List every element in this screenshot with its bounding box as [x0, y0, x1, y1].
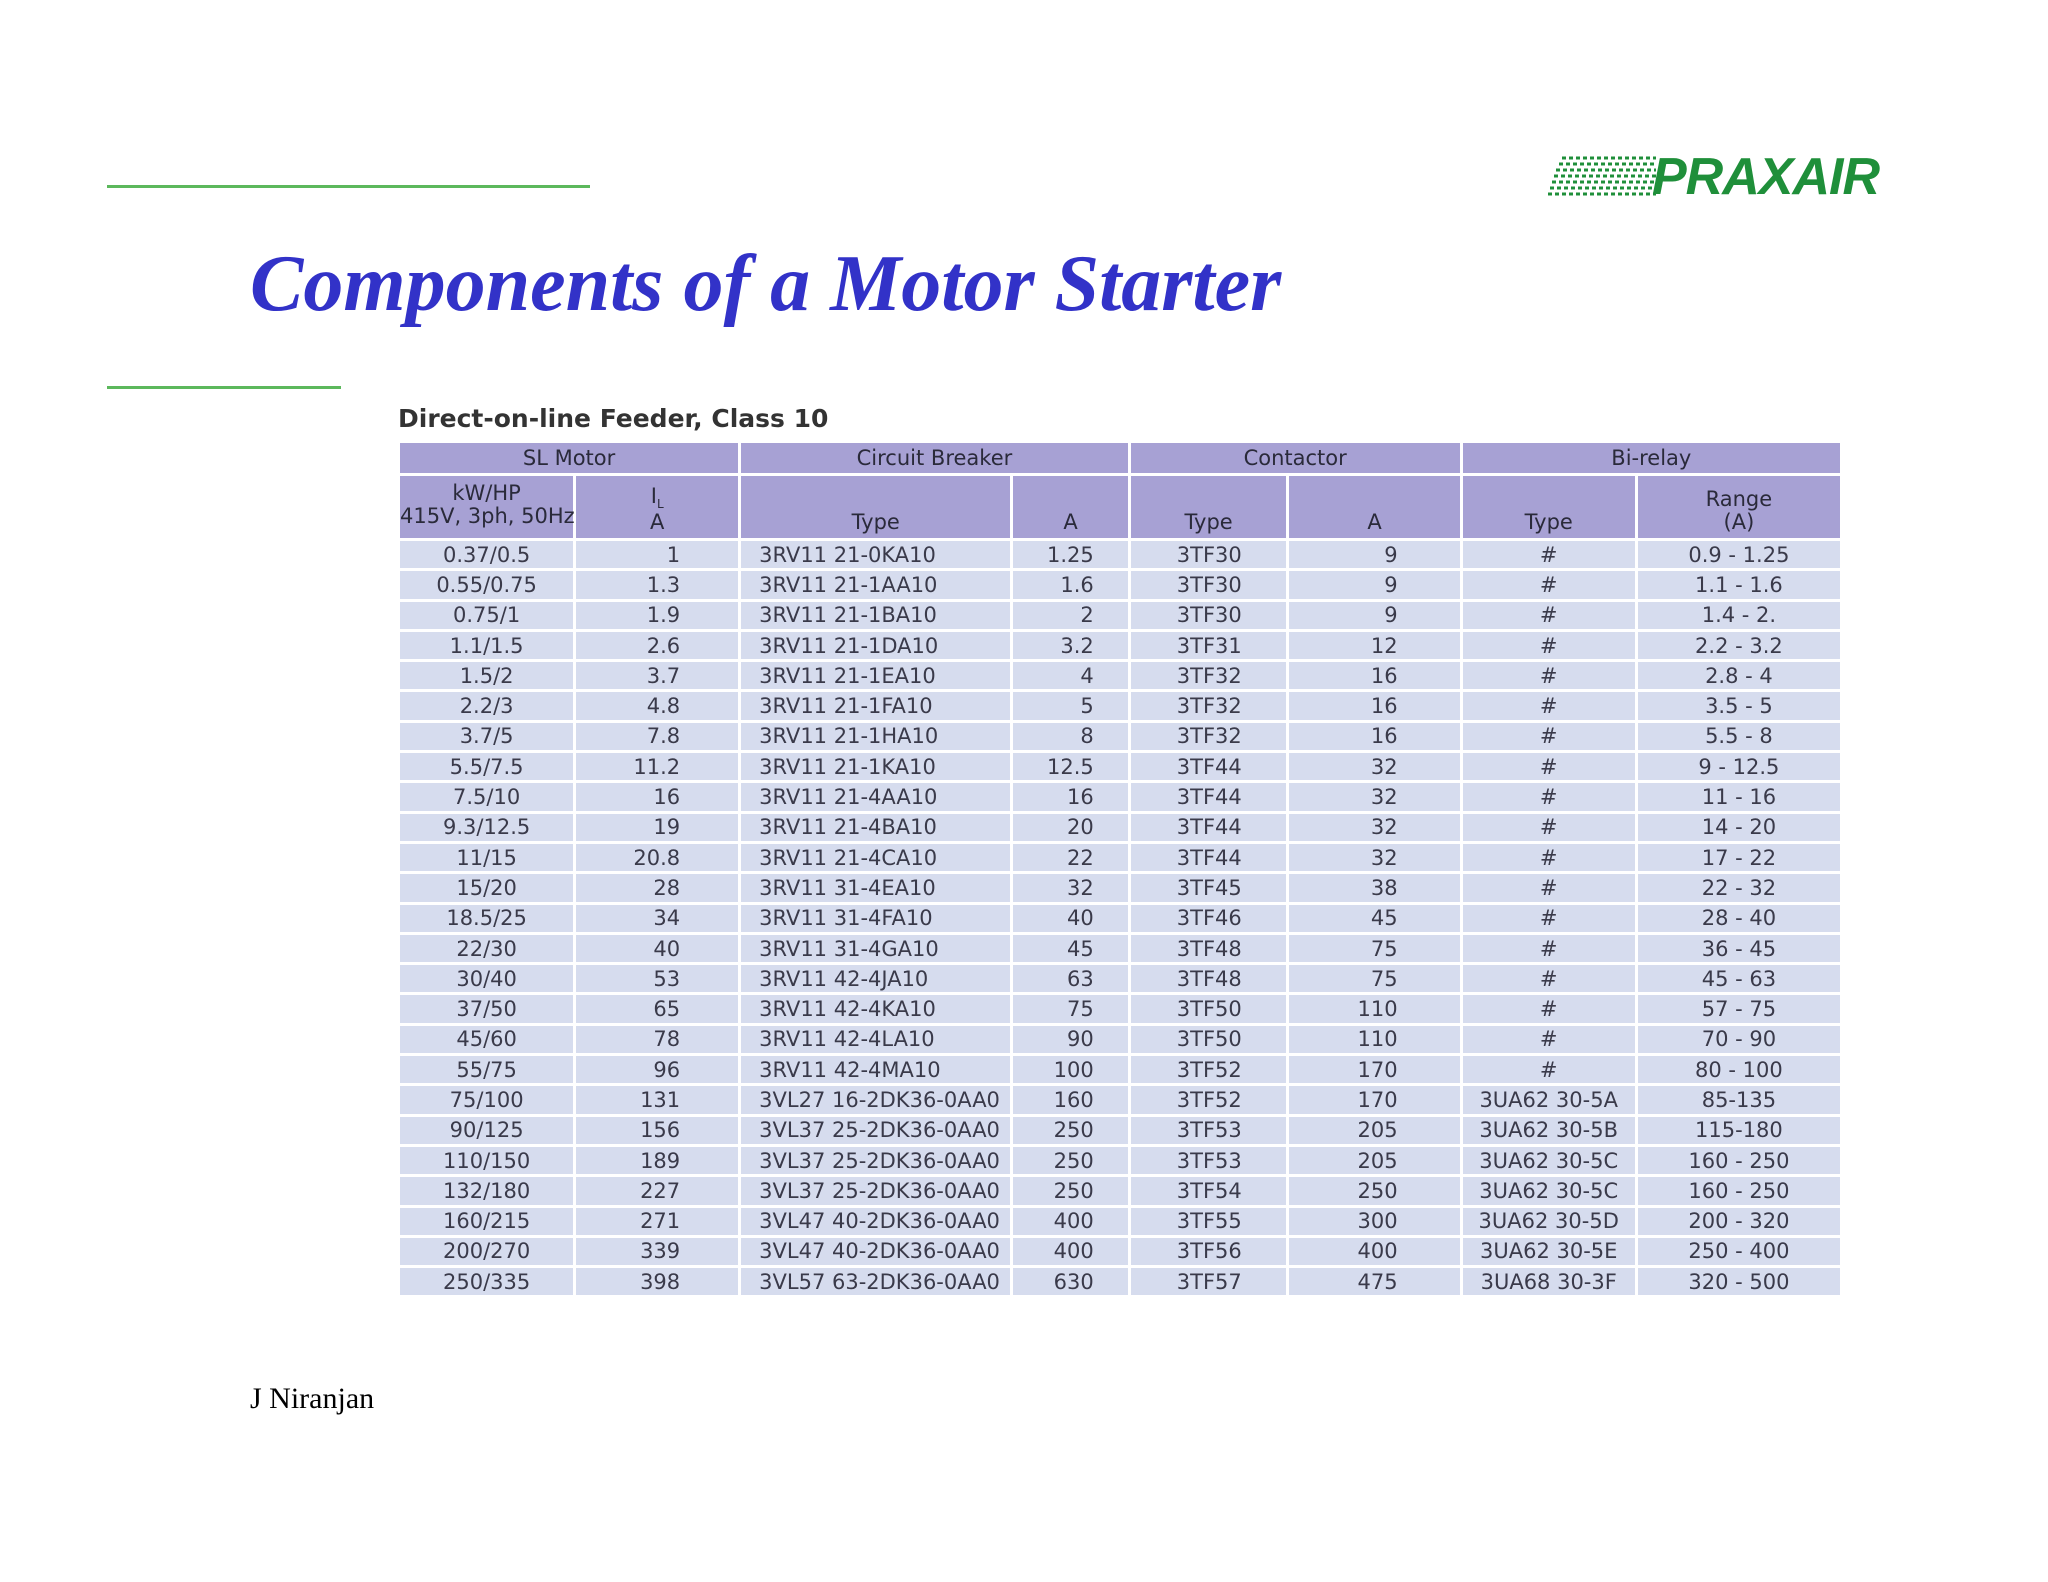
- cell-contactor-amps: 300: [1288, 1206, 1461, 1236]
- cell-cb-amps: 3.2: [1012, 630, 1130, 660]
- cell-relay-type: 3UA62 30-5E: [1461, 1236, 1636, 1266]
- cell-current: 78: [575, 1024, 740, 1054]
- cell-relay-range: 17 - 22: [1636, 842, 1841, 872]
- cell-relay-range: 22 - 32: [1636, 873, 1841, 903]
- cell-kw-hp: 7.5/10: [399, 782, 575, 812]
- cell-cb-amps: 2: [1012, 600, 1130, 630]
- table-row: [399, 691, 1842, 721]
- cell-relay-range: 160 - 250: [1636, 1145, 1841, 1175]
- col-header-current-symbol: I: [650, 483, 657, 508]
- cell-current: 7.8: [575, 721, 740, 751]
- cell-contactor-type: 3TF30: [1129, 600, 1288, 630]
- table-row: [399, 1176, 1842, 1206]
- cell-cb-type: 3RV11 31-4EA10: [740, 873, 1012, 903]
- cell-relay-type: #: [1461, 540, 1636, 570]
- cell-cb-amps: 90: [1012, 1024, 1130, 1054]
- cell-current: 156: [575, 1115, 740, 1145]
- cell-kw-hp: 200/270: [399, 1236, 575, 1266]
- cell-cb-amps: 45: [1012, 933, 1130, 963]
- cell-kw-hp: 90/125: [399, 1115, 575, 1145]
- cell-cb-type: 3RV11 21-1HA10: [740, 721, 1012, 751]
- cell-cb-type: 3RV11 21-1BA10: [740, 600, 1012, 630]
- cell-relay-type: #: [1461, 933, 1636, 963]
- cell-contactor-type: 3TF32: [1129, 721, 1288, 751]
- cell-relay-range: 2.8 - 4: [1636, 661, 1841, 691]
- table-row: [399, 964, 1842, 994]
- cell-contactor-type: 3TF52: [1129, 1055, 1288, 1085]
- cell-kw-hp: 30/40: [399, 964, 575, 994]
- group-header-bi-relay: Bi-relay: [1461, 442, 1841, 475]
- cell-contactor-amps: 9: [1288, 600, 1461, 630]
- cell-relay-type: #: [1461, 782, 1636, 812]
- cell-contactor-amps: 12: [1288, 630, 1461, 660]
- cell-current: 53: [575, 964, 740, 994]
- cell-cb-amps: 1.25: [1012, 540, 1130, 570]
- table-row: [399, 994, 1842, 1024]
- cell-cb-amps: 100: [1012, 1055, 1130, 1085]
- cell-current: 339: [575, 1236, 740, 1266]
- cell-relay-type: 3UA68 30-3F: [1461, 1267, 1636, 1297]
- cell-kw-hp: 22/30: [399, 933, 575, 963]
- col-header-kw-hp-sub: 415V, 3ph, 50Hz: [400, 504, 575, 528]
- cell-kw-hp: 15/20: [399, 873, 575, 903]
- table-row: [399, 1085, 1842, 1115]
- cell-kw-hp: 3.7/5: [399, 721, 575, 751]
- cell-relay-type: #: [1461, 994, 1636, 1024]
- cell-contactor-type: 3TF50: [1129, 1024, 1288, 1054]
- cell-contactor-type: 3TF57: [1129, 1267, 1288, 1297]
- table-row: [399, 1055, 1842, 1085]
- cell-contactor-type: 3TF44: [1129, 812, 1288, 842]
- cell-contactor-amps: 16: [1288, 721, 1461, 751]
- cell-contactor-amps: 205: [1288, 1145, 1461, 1175]
- cell-cb-amps: 63: [1012, 964, 1130, 994]
- cell-relay-range: 1.4 - 2.: [1636, 600, 1841, 630]
- cell-current: 19: [575, 812, 740, 842]
- cell-relay-type: 3UA62 30-5C: [1461, 1145, 1636, 1175]
- author-footer: J Niranjan: [250, 1382, 375, 1415]
- cell-relay-range: 5.5 - 8: [1636, 721, 1841, 751]
- table-row: [399, 540, 1842, 570]
- cell-cb-type: 3RV11 42-4JA10: [740, 964, 1012, 994]
- table-row: [399, 903, 1842, 933]
- cell-cb-amps: 75: [1012, 994, 1130, 1024]
- logo-stripes-icon: [1548, 154, 1658, 200]
- table-caption: Direct-on-line Feeder, Class 10: [398, 404, 829, 433]
- cell-cb-amps: 20: [1012, 812, 1130, 842]
- cell-cb-amps: 400: [1012, 1236, 1130, 1266]
- cell-current: 11.2: [575, 752, 740, 782]
- cell-cb-type: 3RV11 42-4MA10: [740, 1055, 1012, 1085]
- table-row: [399, 812, 1842, 842]
- cell-relay-range: 9 - 12.5: [1636, 752, 1841, 782]
- col-header-current-unit: A: [650, 509, 665, 534]
- cell-cb-type: 3VL37 25-2DK36-0AA0: [740, 1145, 1012, 1175]
- cell-kw-hp: 75/100: [399, 1085, 575, 1115]
- motor-starter-table: [397, 440, 1843, 1298]
- cell-contactor-amps: 32: [1288, 752, 1461, 782]
- cell-cb-type: 3RV11 21-4AA10: [740, 782, 1012, 812]
- cell-cb-amps: 4: [1012, 661, 1130, 691]
- cell-current: 189: [575, 1145, 740, 1175]
- table-row: [399, 1145, 1842, 1175]
- table-row: [399, 933, 1842, 963]
- cell-kw-hp: 110/150: [399, 1145, 575, 1175]
- cell-cb-type: 3VL37 25-2DK36-0AA0: [740, 1115, 1012, 1145]
- cell-contactor-amps: 9: [1288, 540, 1461, 570]
- praxair-logo: [1548, 150, 1888, 204]
- cell-relay-type: #: [1461, 1024, 1636, 1054]
- cell-relay-range: 250 - 400: [1636, 1236, 1841, 1266]
- cell-cb-amps: 22: [1012, 842, 1130, 872]
- col-header-relay-type: Type: [1461, 475, 1636, 540]
- cell-cb-type: 3VL27 16-2DK36-0AA0: [740, 1085, 1012, 1115]
- cell-kw-hp: 1.1/1.5: [399, 630, 575, 660]
- group-header-circuit-breaker: Circuit Breaker: [740, 442, 1130, 475]
- cell-relay-range: 0.9 - 1.25: [1636, 540, 1841, 570]
- cell-relay-type: 3UA62 30-5A: [1461, 1085, 1636, 1115]
- cell-kw-hp: 9.3/12.5: [399, 812, 575, 842]
- table-row: [399, 661, 1842, 691]
- cell-cb-type: 3VL37 25-2DK36-0AA0: [740, 1176, 1012, 1206]
- cell-cb-type: 3RV11 21-0KA10: [740, 540, 1012, 570]
- cell-contactor-type: 3TF48: [1129, 933, 1288, 963]
- cell-contactor-amps: 9: [1288, 570, 1461, 600]
- cell-contactor-type: 3TF50: [1129, 994, 1288, 1024]
- cell-kw-hp: 132/180: [399, 1176, 575, 1206]
- cell-current: 131: [575, 1085, 740, 1115]
- cell-current: 40: [575, 933, 740, 963]
- group-header-contactor: Contactor: [1129, 442, 1461, 475]
- cell-relay-type: 3UA62 30-5C: [1461, 1176, 1636, 1206]
- cell-kw-hp: 250/335: [399, 1267, 575, 1297]
- top-divider-line: [107, 185, 590, 188]
- cell-relay-range: 14 - 20: [1636, 812, 1841, 842]
- cell-relay-range: 11 - 16: [1636, 782, 1841, 812]
- cell-relay-type: #: [1461, 691, 1636, 721]
- cell-cb-type: 3RV11 42-4KA10: [740, 994, 1012, 1024]
- table-row: [399, 1267, 1842, 1297]
- cell-relay-range: 28 - 40: [1636, 903, 1841, 933]
- logo-text: PRAXAIR: [1652, 148, 1880, 206]
- cell-cb-amps: 32: [1012, 873, 1130, 903]
- cell-relay-type: 3UA62 30-5B: [1461, 1115, 1636, 1145]
- cell-contactor-amps: 32: [1288, 782, 1461, 812]
- cell-cb-amps: 8: [1012, 721, 1130, 751]
- cell-current: 1.9: [575, 600, 740, 630]
- cell-relay-type: #: [1461, 752, 1636, 782]
- cell-cb-type: 3VL57 63-2DK36-0AA0: [740, 1267, 1012, 1297]
- cell-relay-range: 36 - 45: [1636, 933, 1841, 963]
- cell-current: 398: [575, 1267, 740, 1297]
- cell-kw-hp: 2.2/3: [399, 691, 575, 721]
- cell-contactor-type: 3TF31: [1129, 630, 1288, 660]
- cell-contactor-amps: 110: [1288, 1024, 1461, 1054]
- cell-kw-hp: 37/50: [399, 994, 575, 1024]
- table-row: [399, 842, 1842, 872]
- cell-current: 271: [575, 1206, 740, 1236]
- cell-relay-range: 85-135: [1636, 1085, 1841, 1115]
- cell-current: 1: [575, 540, 740, 570]
- cell-cb-amps: 250: [1012, 1145, 1130, 1175]
- cell-current: 2.6: [575, 630, 740, 660]
- cell-contactor-amps: 400: [1288, 1236, 1461, 1266]
- table-row: [399, 1236, 1842, 1266]
- group-header-sl-motor: SL Motor: [399, 442, 740, 475]
- col-header-kw-hp-label: kW/HP: [452, 480, 521, 505]
- cell-contactor-amps: 32: [1288, 812, 1461, 842]
- col-header-cb-type: Type: [740, 475, 1012, 540]
- cell-cb-amps: 5: [1012, 691, 1130, 721]
- page-title: Components of a Motor Starter: [250, 240, 1282, 328]
- col-header-contactor-amps: A: [1288, 475, 1461, 540]
- cell-cb-type: 3VL47 40-2DK36-0AA0: [740, 1206, 1012, 1236]
- cell-cb-amps: 160: [1012, 1085, 1130, 1115]
- cell-relay-range: 2.2 - 3.2: [1636, 630, 1841, 660]
- cell-contactor-amps: 110: [1288, 994, 1461, 1024]
- col-header-current-subscript: L: [656, 496, 664, 511]
- col-header-contactor-type: Type: [1129, 475, 1288, 540]
- table-row: [399, 1024, 1842, 1054]
- cell-cb-type: 3RV11 31-4FA10: [740, 903, 1012, 933]
- table-row: [399, 630, 1842, 660]
- cell-current: 4.8: [575, 691, 740, 721]
- cell-kw-hp: 0.75/1: [399, 600, 575, 630]
- col-header-relay-range-label: Range: [1705, 486, 1773, 511]
- cell-kw-hp: 11/15: [399, 842, 575, 872]
- cell-relay-range: 320 - 500: [1636, 1267, 1841, 1297]
- cell-contactor-amps: 16: [1288, 691, 1461, 721]
- cell-kw-hp: 160/215: [399, 1206, 575, 1236]
- cell-contactor-amps: 75: [1288, 933, 1461, 963]
- cell-contactor-amps: 475: [1288, 1267, 1461, 1297]
- cell-contactor-amps: 38: [1288, 873, 1461, 903]
- cell-relay-type: #: [1461, 812, 1636, 842]
- table-row: [399, 873, 1842, 903]
- cell-kw-hp: 0.55/0.75: [399, 570, 575, 600]
- cell-cb-type: 3RV11 21-4CA10: [740, 842, 1012, 872]
- cell-cb-amps: 16: [1012, 782, 1130, 812]
- cell-kw-hp: 0.37/0.5: [399, 540, 575, 570]
- cell-relay-type: 3UA62 30-5D: [1461, 1206, 1636, 1236]
- cell-relay-range: 45 - 63: [1636, 964, 1841, 994]
- table-row: [399, 570, 1842, 600]
- cell-relay-range: 3.5 - 5: [1636, 691, 1841, 721]
- cell-cb-type: 3RV11 21-1EA10: [740, 661, 1012, 691]
- cell-current: 1.3: [575, 570, 740, 600]
- cell-cb-type: 3RV11 21-1DA10: [740, 630, 1012, 660]
- cell-contactor-type: 3TF54: [1129, 1176, 1288, 1206]
- cell-contactor-type: 3TF55: [1129, 1206, 1288, 1236]
- cell-current: 28: [575, 873, 740, 903]
- cell-kw-hp: 45/60: [399, 1024, 575, 1054]
- cell-relay-type: #: [1461, 903, 1636, 933]
- cell-contactor-type: 3TF53: [1129, 1145, 1288, 1175]
- cell-contactor-amps: 75: [1288, 964, 1461, 994]
- cell-relay-range: 200 - 320: [1636, 1206, 1841, 1236]
- col-header-relay-range-unit: (A): [1723, 509, 1755, 534]
- cell-current: 3.7: [575, 661, 740, 691]
- cell-relay-type: #: [1461, 630, 1636, 660]
- cell-contactor-type: 3TF45: [1129, 873, 1288, 903]
- cell-contactor-amps: 250: [1288, 1176, 1461, 1206]
- table-row: [399, 600, 1842, 630]
- cell-contactor-type: 3TF48: [1129, 964, 1288, 994]
- cell-contactor-type: 3TF30: [1129, 540, 1288, 570]
- col-header-relay-range: [1636, 475, 1841, 540]
- cell-relay-range: 115-180: [1636, 1115, 1841, 1145]
- cell-contactor-type: 3TF44: [1129, 782, 1288, 812]
- cell-relay-type: #: [1461, 873, 1636, 903]
- cell-cb-amps: 630: [1012, 1267, 1130, 1297]
- col-header-kw-hp: [399, 475, 575, 540]
- cell-contactor-amps: 32: [1288, 842, 1461, 872]
- col-header-current: [575, 475, 740, 540]
- cell-cb-amps: 400: [1012, 1206, 1130, 1236]
- cell-relay-type: #: [1461, 1055, 1636, 1085]
- table-row: [399, 782, 1842, 812]
- cell-cb-amps: 40: [1012, 903, 1130, 933]
- cell-relay-type: #: [1461, 721, 1636, 751]
- table-row: [399, 1115, 1842, 1145]
- cell-relay-range: 1.1 - 1.6: [1636, 570, 1841, 600]
- cell-relay-type: #: [1461, 570, 1636, 600]
- cell-cb-amps: 250: [1012, 1176, 1130, 1206]
- col-header-cb-amps: A: [1012, 475, 1130, 540]
- cell-contactor-type: 3TF53: [1129, 1115, 1288, 1145]
- cell-contactor-amps: 205: [1288, 1115, 1461, 1145]
- table-row: [399, 721, 1842, 751]
- cell-cb-type: 3RV11 21-1FA10: [740, 691, 1012, 721]
- cell-cb-amps: 250: [1012, 1115, 1130, 1145]
- cell-cb-type: 3RV11 21-1AA10: [740, 570, 1012, 600]
- cell-cb-type: 3RV11 21-4BA10: [740, 812, 1012, 842]
- table-row: [399, 1206, 1842, 1236]
- cell-cb-amps: 12.5: [1012, 752, 1130, 782]
- cell-relay-type: #: [1461, 964, 1636, 994]
- cell-contactor-amps: 170: [1288, 1055, 1461, 1085]
- cell-contactor-type: 3TF52: [1129, 1085, 1288, 1115]
- cell-contactor-amps: 45: [1288, 903, 1461, 933]
- cell-contactor-type: 3TF44: [1129, 752, 1288, 782]
- cell-cb-type: 3RV11 42-4LA10: [740, 1024, 1012, 1054]
- cell-cb-type: 3VL47 40-2DK36-0AA0: [740, 1236, 1012, 1266]
- cell-relay-type: #: [1461, 600, 1636, 630]
- cell-contactor-type: 3TF56: [1129, 1236, 1288, 1266]
- cell-cb-amps: 1.6: [1012, 570, 1130, 600]
- cell-relay-range: 57 - 75: [1636, 994, 1841, 1024]
- cell-relay-range: 80 - 100: [1636, 1055, 1841, 1085]
- cell-kw-hp: 55/75: [399, 1055, 575, 1085]
- cell-kw-hp: 5.5/7.5: [399, 752, 575, 782]
- cell-contactor-amps: 16: [1288, 661, 1461, 691]
- cell-current: 96: [575, 1055, 740, 1085]
- cell-current: 34: [575, 903, 740, 933]
- cell-cb-type: 3RV11 21-1KA10: [740, 752, 1012, 782]
- cell-relay-type: #: [1461, 842, 1636, 872]
- table-body: [399, 540, 1842, 1297]
- cell-contactor-type: 3TF32: [1129, 691, 1288, 721]
- table-row: [399, 752, 1842, 782]
- cell-relay-type: #: [1461, 661, 1636, 691]
- cell-contactor-type: 3TF30: [1129, 570, 1288, 600]
- cell-current: 65: [575, 994, 740, 1024]
- mid-divider-line: [107, 386, 341, 389]
- cell-relay-range: 160 - 250: [1636, 1176, 1841, 1206]
- cell-contactor-amps: 170: [1288, 1085, 1461, 1115]
- cell-cb-type: 3RV11 31-4GA10: [740, 933, 1012, 963]
- cell-current: 20.8: [575, 842, 740, 872]
- cell-kw-hp: 18.5/25: [399, 903, 575, 933]
- cell-contactor-type: 3TF46: [1129, 903, 1288, 933]
- cell-kw-hp: 1.5/2: [399, 661, 575, 691]
- cell-relay-range: 70 - 90: [1636, 1024, 1841, 1054]
- cell-contactor-type: 3TF32: [1129, 661, 1288, 691]
- cell-current: 227: [575, 1176, 740, 1206]
- cell-contactor-type: 3TF44: [1129, 842, 1288, 872]
- cell-current: 16: [575, 782, 740, 812]
